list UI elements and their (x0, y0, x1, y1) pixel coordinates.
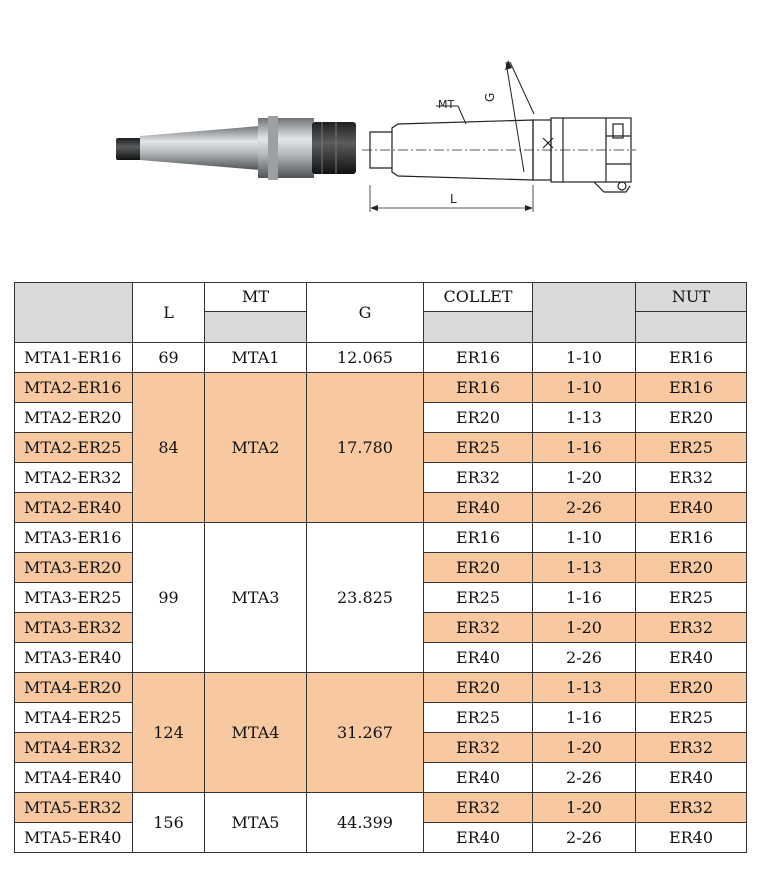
nut-cell: ER40 (636, 643, 747, 673)
header-range-cell (533, 283, 636, 343)
taper-cell: MTA1 (205, 343, 307, 373)
model-cell: MTA3-ER16 (15, 523, 133, 553)
length-cell: 84 (133, 373, 205, 523)
model-cell: MTA3-ER32 (15, 613, 133, 643)
collet-cell: ER16 (424, 373, 533, 403)
clamping-range-cell: 2-26 (533, 823, 636, 853)
collet-cell: ER32 (424, 733, 533, 763)
tool-holder-photo (100, 88, 360, 208)
model-cell: MTA4-ER32 (15, 733, 133, 763)
model-cell: MTA5-ER40 (15, 823, 133, 853)
model-cell: MTA2-ER20 (15, 403, 133, 433)
taper-cell: MTA4 (205, 673, 307, 793)
model-cell: MTA4-ER25 (15, 703, 133, 733)
clamping-range-cell: 1-13 (533, 403, 636, 433)
header-g: G (307, 283, 424, 343)
table-row (15, 673, 747, 703)
g-cell: 31.267 (307, 673, 424, 793)
table-row (15, 343, 747, 373)
table-row (15, 373, 747, 403)
spec-table-body (15, 343, 747, 853)
clamping-range-cell: 1-13 (533, 673, 636, 703)
header-model-cell (15, 283, 133, 343)
clamping-range-cell: 1-20 (533, 793, 636, 823)
model-cell: MTA4-ER20 (15, 673, 133, 703)
model-cell: MTA3-ER40 (15, 643, 133, 673)
clamping-range-cell: 1-13 (533, 553, 636, 583)
g-dimension-label: G (483, 92, 497, 102)
collet-cell: ER32 (424, 613, 533, 643)
header-nut-sub (636, 312, 747, 343)
clamping-range-cell: 1-20 (533, 463, 636, 493)
g-cell: 23.825 (307, 523, 424, 673)
header-l: L (133, 283, 205, 343)
technical-drawing (358, 40, 648, 220)
model-cell: MTA3-ER20 (15, 553, 133, 583)
model-cell: MTA2-ER16 (15, 373, 133, 403)
nut-cell: ER25 (636, 583, 747, 613)
clamping-range-cell: 2-26 (533, 493, 636, 523)
g-cell: 44.399 (307, 793, 424, 853)
header-mt-sub (205, 312, 307, 343)
nut-cell: ER32 (636, 613, 747, 643)
nut-cell: ER32 (636, 793, 747, 823)
length-cell: 99 (133, 523, 205, 673)
mt-dimension-label: MT (438, 98, 455, 111)
nut-cell: ER25 (636, 433, 747, 463)
clamping-range-cell: 2-26 (533, 643, 636, 673)
nut-cell: ER20 (636, 403, 747, 433)
collet-cell: ER16 (424, 523, 533, 553)
clamping-range-cell: 1-20 (533, 733, 636, 763)
nut-cell: ER40 (636, 823, 747, 853)
nut-cell: ER32 (636, 733, 747, 763)
table-row (15, 523, 747, 553)
model-cell: MTA2-ER40 (15, 493, 133, 523)
model-cell: MTA4-ER40 (15, 763, 133, 793)
clamping-range-cell: 1-16 (533, 703, 636, 733)
nut-cell: ER16 (636, 523, 747, 553)
collet-cell: ER16 (424, 343, 533, 373)
clamping-range-cell: 1-10 (533, 373, 636, 403)
clamping-range-cell: 2-26 (533, 763, 636, 793)
nut-cell: ER20 (636, 673, 747, 703)
taper-cell: MTA3 (205, 523, 307, 673)
model-cell: MTA2-ER32 (15, 463, 133, 493)
nut-cell: ER16 (636, 373, 747, 403)
length-cell: 156 (133, 793, 205, 853)
header-collet: COLLET (424, 283, 533, 312)
collet-cell: ER25 (424, 703, 533, 733)
collet-cell: ER25 (424, 583, 533, 613)
taper-cell: MTA5 (205, 793, 307, 853)
model-cell: MTA1-ER16 (15, 343, 133, 373)
nut-cell: ER40 (636, 763, 747, 793)
collet-cell: ER20 (424, 673, 533, 703)
nut-cell: ER32 (636, 463, 747, 493)
taper-cell: MTA2 (205, 373, 307, 523)
clamping-range-cell: 1-10 (533, 523, 636, 553)
collet-cell: ER40 (424, 823, 533, 853)
collet-cell: ER20 (424, 553, 533, 583)
clamping-range-cell: 1-20 (533, 613, 636, 643)
length-cell: 124 (133, 673, 205, 793)
header-mt: MT (205, 283, 307, 312)
length-cell: 69 (133, 343, 205, 373)
table-row (15, 793, 747, 823)
collet-cell: ER32 (424, 463, 533, 493)
nut-cell: ER25 (636, 703, 747, 733)
nut-cell: ER20 (636, 553, 747, 583)
collet-cell: ER40 (424, 763, 533, 793)
collet-cell: ER20 (424, 403, 533, 433)
spec-table-header (15, 283, 747, 343)
l-dimension-label: L (450, 192, 457, 206)
clamping-range-cell: 1-10 (533, 343, 636, 373)
collet-cell: ER32 (424, 793, 533, 823)
clamping-range-cell: 1-16 (533, 583, 636, 613)
collet-cell: ER25 (424, 433, 533, 463)
model-cell: MTA5-ER32 (15, 793, 133, 823)
header-nut: NUT (636, 283, 747, 312)
collet-cell: ER40 (424, 493, 533, 523)
header-collet-sub (424, 312, 533, 343)
collet-cell: ER40 (424, 643, 533, 673)
model-cell: MTA2-ER25 (15, 433, 133, 463)
clamping-range-cell: 1-16 (533, 433, 636, 463)
nut-cell: ER16 (636, 343, 747, 373)
nut-cell: ER40 (636, 493, 747, 523)
spec-table (14, 282, 747, 853)
model-cell: MTA3-ER25 (15, 583, 133, 613)
g-cell: 17.780 (307, 373, 424, 523)
g-cell: 12.065 (307, 343, 424, 373)
